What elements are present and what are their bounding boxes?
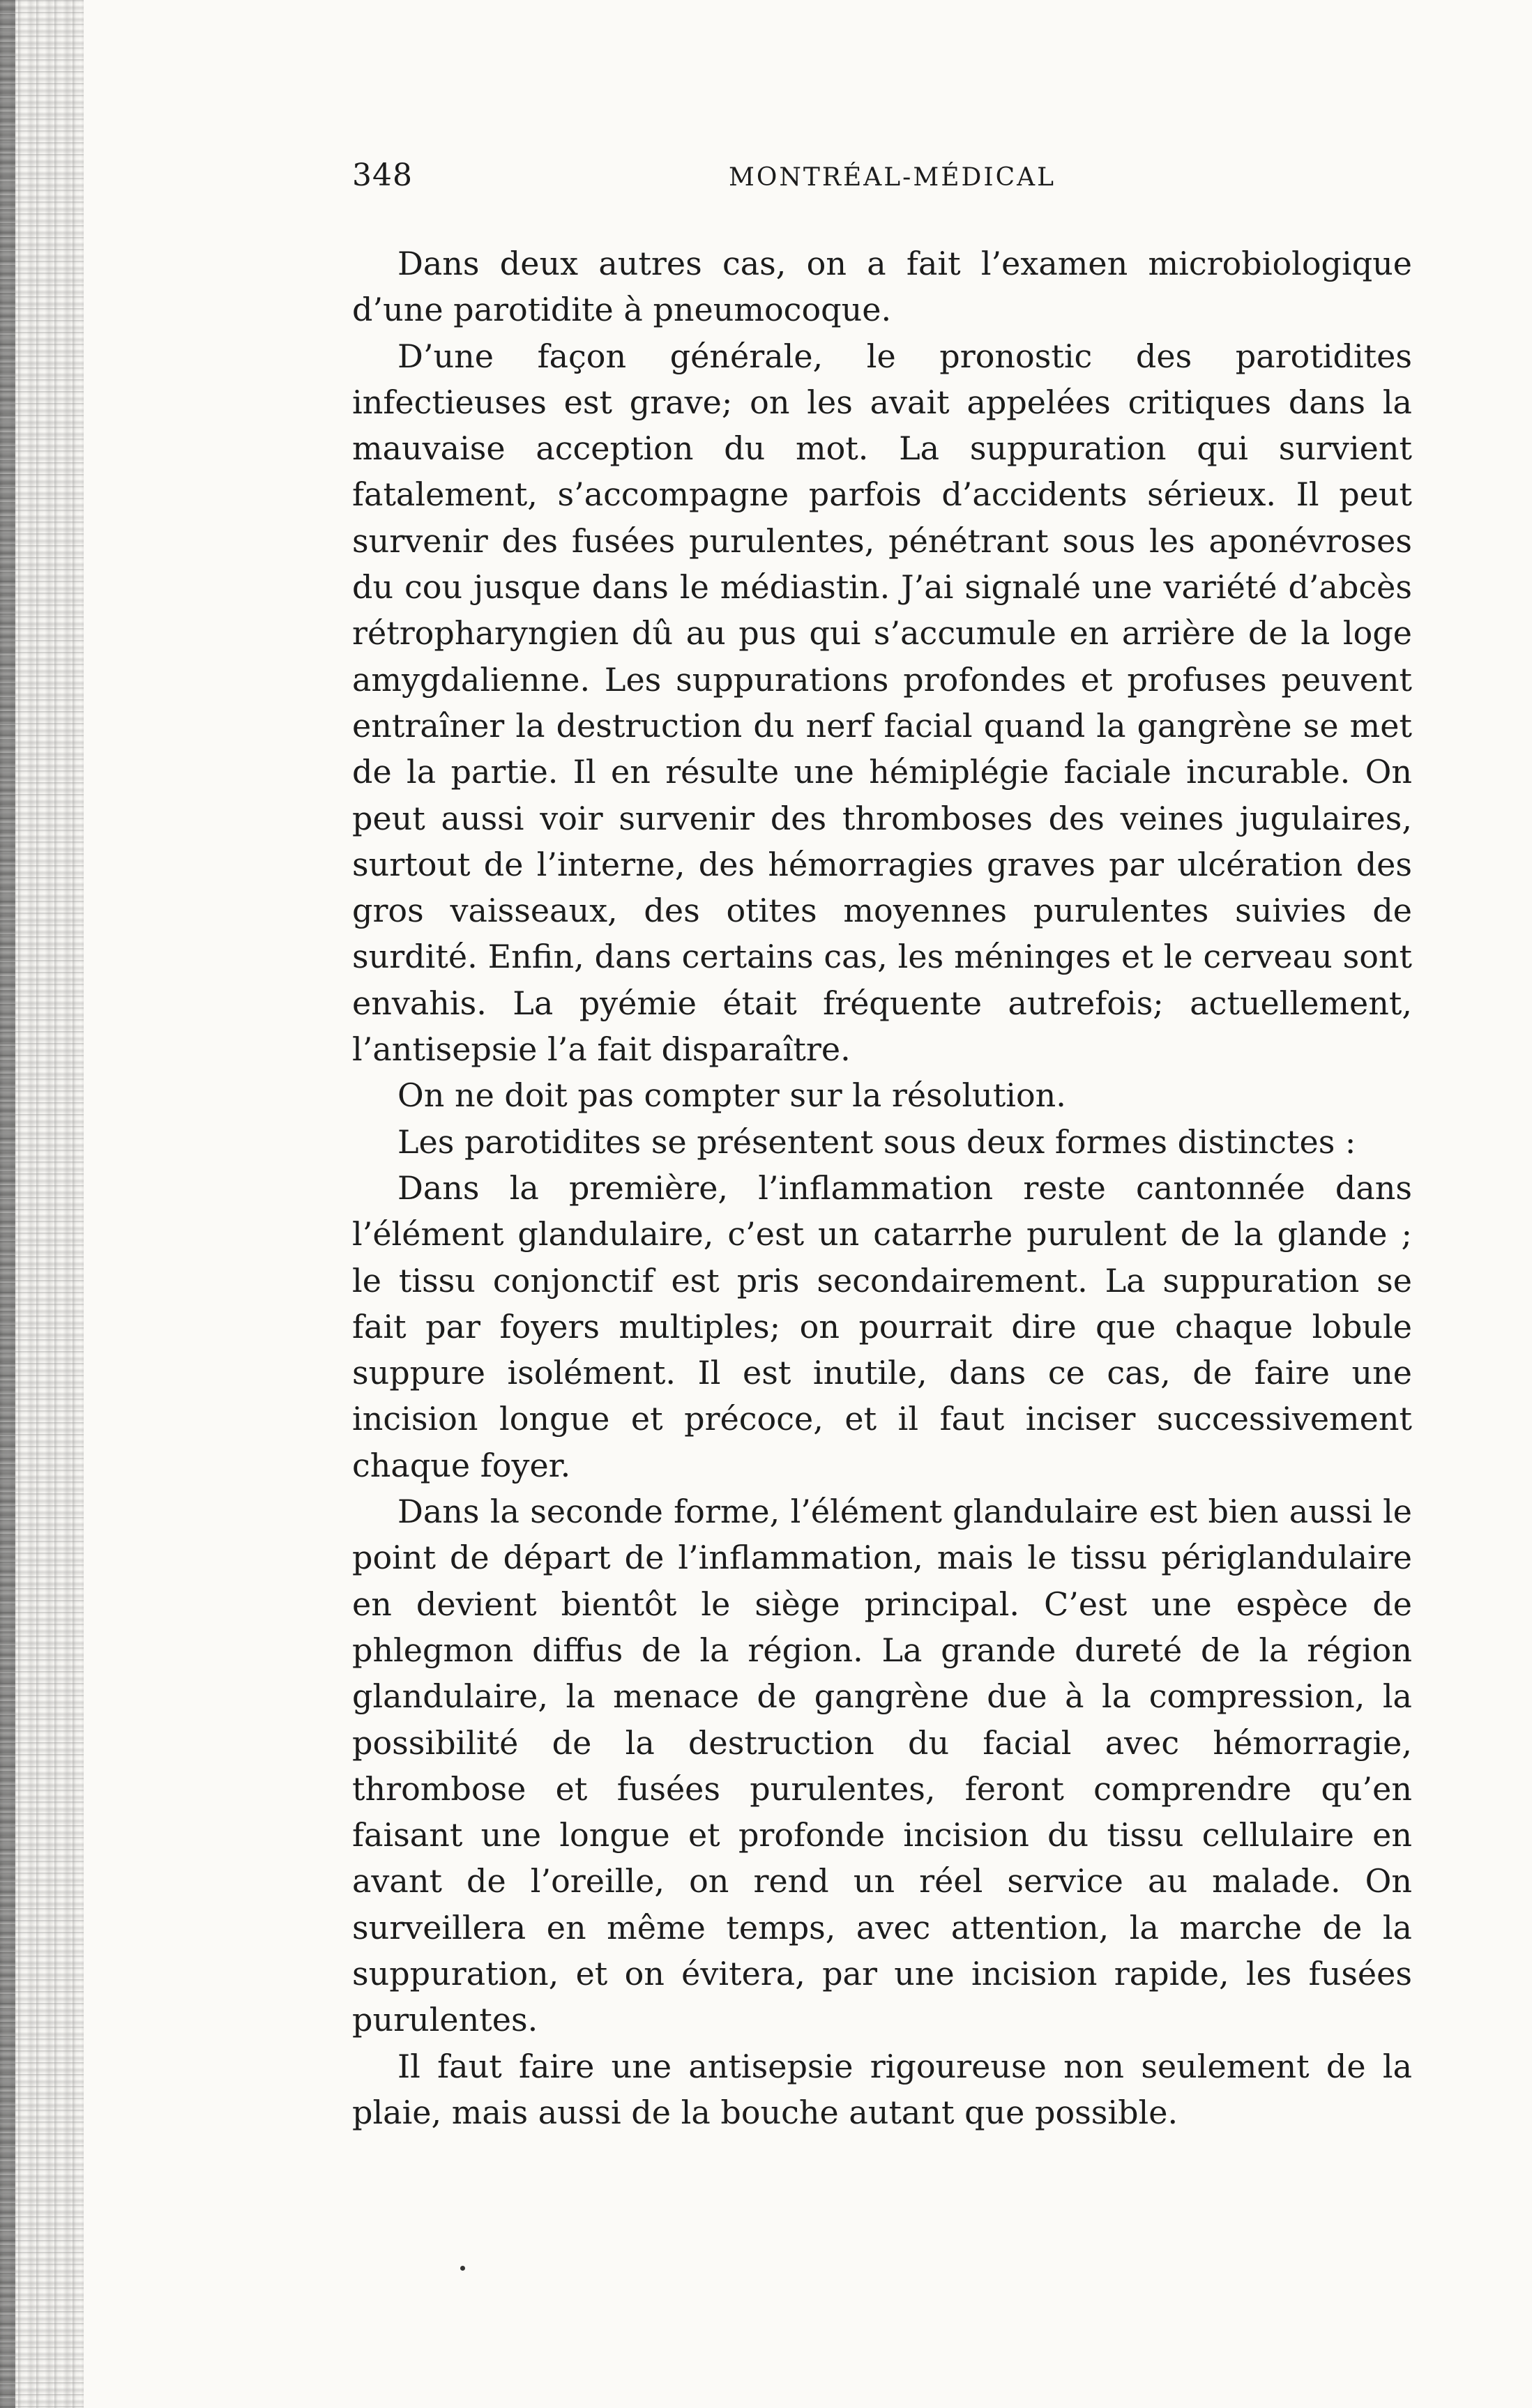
paragraph-6: Dans la seconde forme, l’élément glandulaire est bien aussi le point de départ de l’inflammation, mais le tissu périglandulaire en devient bientôt le siège principal. C’est une espèce de phlegmon diffus de la région. La grande dureté de la région glandulaire, la menace de gangrène due à la compression, la possibilité de la destruction du facial avec hémorragie, thrombose et fusées purulentes, feront comprendre qu’en faisant une longue et profonde incision du tissu cellulaire en avant de l’oreille, on rend un réel service au malade. On surveillera en même temps, avec attention, la marche de la suppuration, et on évitera, par une incision rapide, les fusées purulentes. [352,1493,1412,2039]
paragraph-7: Il faut faire une antisepsie rigoureuse non seulement de la plaie, mais aussi de la bouche autant que possible. [352,2047,1412,2131]
page-number: 348 [352,158,413,193]
paragraph-5: Dans la première, l’inflammation reste cantonnée dans l’élément glandulaire, c’est un catarrhe purulent de la glande ; le tissu conjonctif est pris secondairement. La suppuration se fait par foyers multiples; on pourrait dire que chaque lobule suppure isolément. Il est inutile, dans ce cas, de faire une incision longue et précoce, et il faut inciser successivement chaque foyer. [352,1168,1412,1484]
running-title: MONTRÉAL-MÉDICAL [729,163,1056,192]
paragraph-3: On ne doit pas compter sur la résolution. [397,1076,1066,1115]
page-header [352,158,1398,199]
ink-speck [460,2266,465,2271]
paragraph-4: Les parotidites se présentent sous deux formes distinctes : [397,1122,1356,1161]
paragraph-1: Dans deux autres cas, on a fait l’examen microbiologique d’une parotidite à pneumocoque. [352,245,1412,329]
paragraph-2: D’une façon générale, le pronostic des parotidites infectieuses est grave; on les avait appelées critiques dans la mauvaise acception du mot. La suppuration qui survient fatalement, s’accompagne parfois d’accidents sérieux. Il peut survenir des fusées purulentes, pénétrant sous les aponévroses du cou jusque dans le médiastin. J’ai signalé une variété d’abcès rétropharyngien dû au pus qui s’accumule en arrière de la loge amygdalienne. Les suppurations profondes et profuses peuvent entraîner la destruction du nerf facial quand la gangrène se met de la partie. Il en résulte une hémiplégie faciale incurable. On peut aussi voir survenir des thromboses des veines jugulaires, surtout de l’interne, des hémorragies graves par ulcération des gros vaisseaux, des otites moyennes purulentes suivies de surdité. Enfin, dans certains cas, les méninges et le cerveau sont envahis. La pyémie était fréquente autrefois; actuellement, l’antisepsie l’a fait disparaître. [352,337,1412,1069]
body-text [352,241,1412,2135]
scan-binding-edge [0,0,15,2408]
